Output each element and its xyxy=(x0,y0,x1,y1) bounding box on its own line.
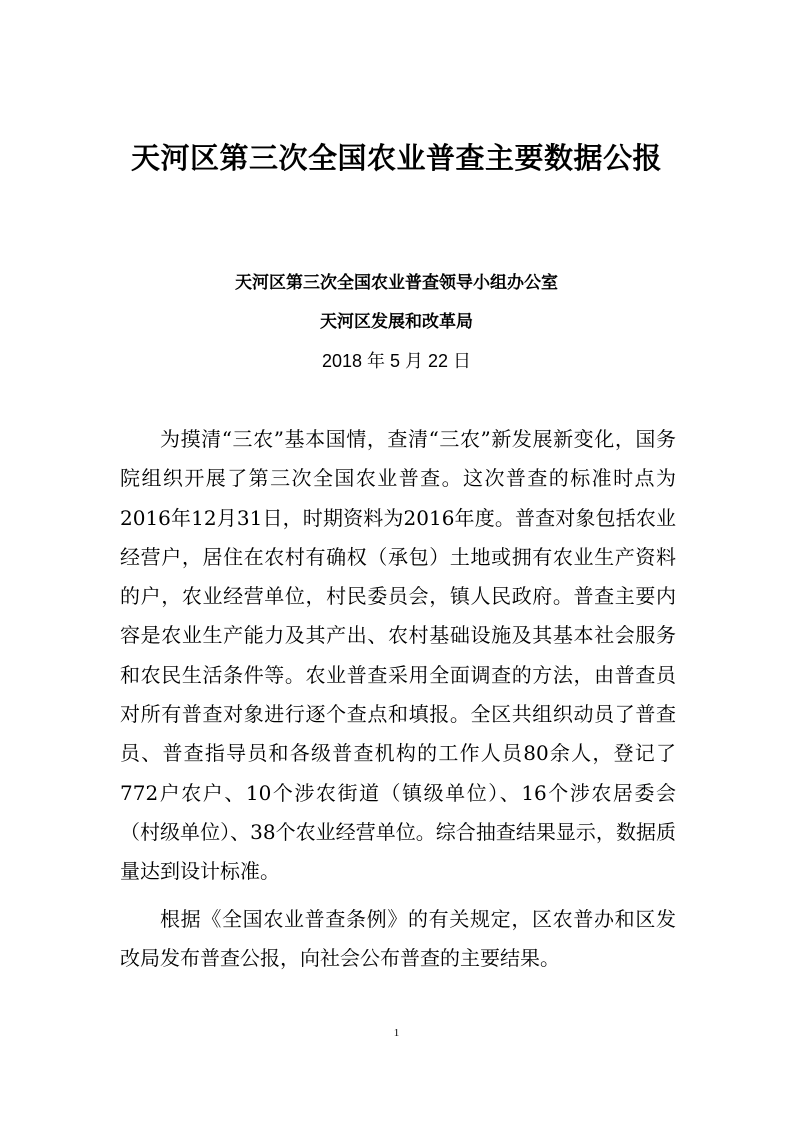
page-number: 1 xyxy=(393,1027,400,1039)
issue-date: 2018 年 5 月 22 日 xyxy=(321,351,472,371)
body-paragraph: 为摸清“三农”基本国情，查清“三农”新发展新变化，国务院组织开展了第三次全国农业普查。这次普查的标准时点为2016年12月31日，时期资料为2016年度。普查对象包括农业经营户，居住在农村有确权（承包）土地或拥有农业生产资料的户，农业经营单位，村民委员会，镇人民政府。普查主要内容是农业生产能力及其产出、农村基础设施及其基本社会服务和农民生活条件等。农业普查采用全面调查的方法，由普查员对所有普查对象进行逐个查点和填报。全区共组织动员了普查员、普查指导员和各级普查机构的工作人员80余人，登记了772户农户、10个涉农街道（镇级单位）、16个涉农居委会（村级单位）、38个农业经营单位。综合抽查结果显示，数据质量达到设计标准。 xyxy=(120,427,676,884)
issuer-office: 天河区第三次全国农业普查领导小组办公室 xyxy=(235,273,558,293)
issuer-bureau: 天河区发展和改革局 xyxy=(320,312,473,332)
body-paragraph: 根据《全国农业普查条例》的有关规定，区农普办和区发改局发布普查公报，向社会公布普查的主要结果。 xyxy=(120,907,676,971)
document-title: 天河区第三次全国农业普查主要数据公报 xyxy=(130,141,662,175)
